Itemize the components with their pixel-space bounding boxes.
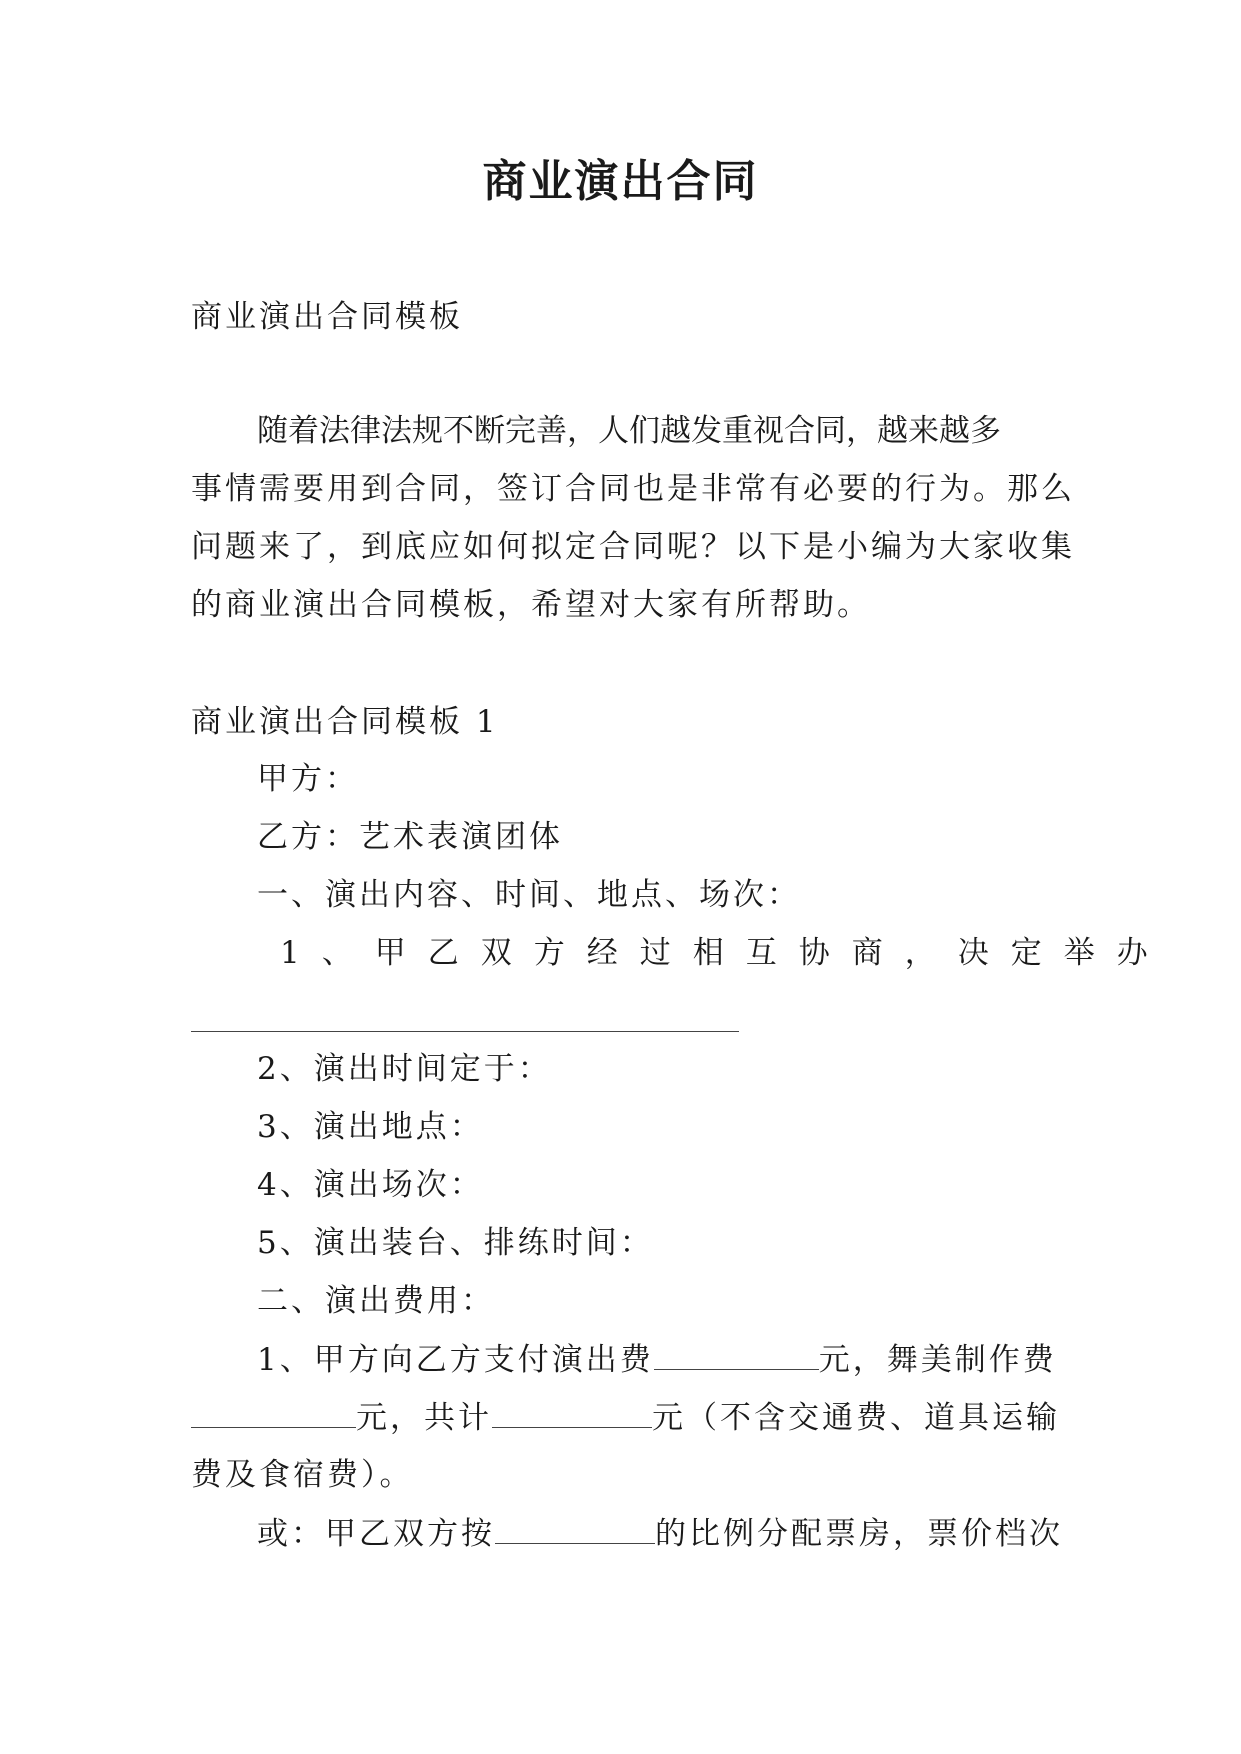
intro-line-3: 问题来了，到底应如何拟定合同呢？以下是小编为大家收集 (191, 529, 1075, 565)
fee-line-1 (257, 1339, 1057, 1380)
clause1-item3: 3、演出地点： (257, 1109, 484, 1145)
intro-line-1 (257, 411, 1051, 451)
clause1-heading: 一、演出内容、时间、地点、场次： (257, 877, 801, 913)
intro-line-1-text: 随着法律法规不断完善，人们越发重视合同，越来越多 (257, 413, 1001, 449)
clause1-item5: 5、演出装台、排练时间： (257, 1225, 654, 1261)
blank-underline (191, 1397, 356, 1428)
fee-line-2-part1: 元，共计 (356, 1400, 492, 1436)
fee-line-3: 费及食宿费）。 (191, 1457, 414, 1493)
alt-line-part1: 或：甲乙双方按 (257, 1516, 495, 1552)
fee-line-1-part1: 1、甲方向乙方支付演出费 (257, 1342, 654, 1378)
intro-line-2: 事情需要用到合同，签订合同也是非常有必要的行为。那么 (191, 471, 1075, 507)
fee-line-2-part2: 元（不含交通费、道具运输 (652, 1400, 1060, 1436)
clause2-heading: 二、演出费用： (257, 1283, 495, 1319)
clause1-item1: 1、甲乙双方经过相互协商，决定举办 (280, 935, 1170, 971)
fee-line-1-part2: 元，舞美制作费 (818, 1342, 1057, 1378)
blank-underline (495, 1513, 655, 1544)
clause1-item2: 2、演出时间定于： (257, 1051, 552, 1087)
alt-line (257, 1513, 1063, 1554)
subtitle: 商业演出合同模板 (191, 299, 463, 335)
fee-line-2 (191, 1397, 1060, 1438)
party-a: 甲方： (257, 761, 359, 797)
party-b: 乙方：艺术表演团体 (257, 819, 563, 855)
long-blank-underline (191, 1031, 739, 1032)
blank-underline (492, 1397, 652, 1428)
section-title: 商业演出合同模板 1 (191, 704, 499, 740)
alt-line-part2: 的比例分配票房，票价档次 (655, 1516, 1063, 1552)
intro-line-4: 的商业演出合同模板，希望对大家有所帮助。 (191, 587, 871, 623)
blank-underline (654, 1339, 819, 1370)
document-title: 商业演出合同 (482, 156, 759, 207)
clause1-item4: 4、演出场次： (257, 1167, 484, 1203)
